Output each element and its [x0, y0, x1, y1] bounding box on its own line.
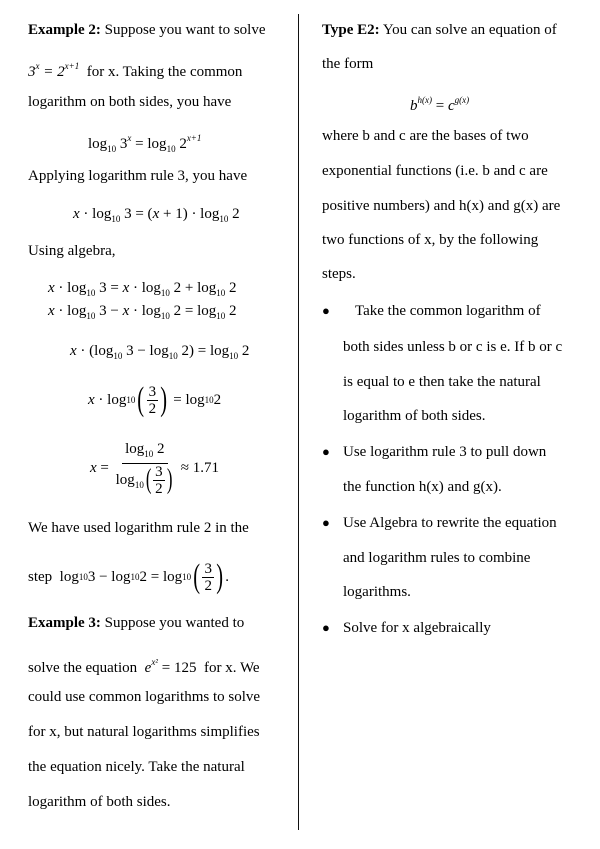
bullet-2-line-2: the function h(x) and g(x). — [343, 479, 502, 495]
bullet-icon: ● — [322, 303, 330, 318]
bullet-2-line-1: Use logarithm rule 3 to pull down — [343, 444, 547, 460]
example-3-line-5: the equation nicely. Take the natural — [28, 759, 245, 775]
equation-general-form: $b^{h(x)} = c^{g(x)}$ — [410, 95, 470, 114]
bullet-1-line-4: logarithm of both sides. — [343, 408, 486, 424]
equation-log-both-sides: $\log_{10} 3^x = \log_{10} 2^{x+1}$ — [88, 133, 202, 154]
equation-algebra-2: $x \cdot \log_{10} 3 - x \cdot \log_{10} 2 = \log_{10} 2$ — [48, 303, 237, 321]
bullet-icon: ● — [322, 444, 330, 459]
example-3-line-6: logarithm of both sides. — [28, 794, 171, 810]
example-3-line-2: solve the equation $e^{x^2} = 125$ for x. We — [28, 657, 260, 676]
equation-log-three-halves: x · log 10 ( $\frac{3}{2}$ ) = log 10 2 — [88, 381, 222, 418]
equation-x-solution: x = $\log_{10} 2$ $\log_{10}$ ( $\frac{3}{2}$ ) ≈ 1.71 — [90, 440, 219, 497]
example-2-line-1: Example 2: Suppose you want to solve — [28, 22, 266, 38]
using-algebra-text: Using algebra, — [28, 243, 116, 259]
equation-algebra-1: $x \cdot \log_{10} 3 = x \cdot \log_{10} 2 + \log_{10} 2$ — [48, 280, 237, 298]
type-e2-line-1: Type E2: You can solve an equation of — [322, 22, 557, 38]
bullet-1-line-1: Take the common logarithm of — [355, 303, 541, 319]
bullet-1-line-2: both sides unless b or c is e. If b or c — [343, 339, 563, 355]
example-3-line-1: Example 3: Suppose you wanted to — [28, 615, 245, 631]
column-divider — [298, 14, 299, 830]
bullet-4-line-1: Solve for x algebraically — [343, 620, 491, 636]
rule-2-text-line-1: We have used logarithm rule 2 in the — [28, 520, 249, 536]
bullet-3-line-1: Use Algebra to rewrite the equation — [343, 515, 557, 531]
rule-2-step-line: step log 10 3 − log 10 2 = log 10 ( $\frac{3}{2}$ ) . — [28, 558, 230, 595]
example-2-line-3: logarithm on both sides, you have — [28, 94, 232, 110]
type-e2-line-6: two functions of x, by the following — [322, 232, 539, 248]
type-e2-line-3: where b and c are the bases of two — [322, 128, 529, 144]
bullet-3-line-3: logarithms. — [343, 584, 411, 600]
bullet-3-line-2: and logarithm rules to combine — [343, 550, 531, 566]
example-2-line-2: $3^x = 2^{x+1}$ for x. Taking the common — [28, 61, 243, 80]
type-e2-line-7: steps. — [322, 266, 356, 282]
bullet-icon: ● — [322, 515, 330, 530]
type-e2-line-4: exponential functions (i.e. b and c are — [322, 163, 548, 179]
equation-3x-2x1: $3^x = 2^{x+1}$ — [28, 61, 80, 80]
equation-factor-x: $x \cdot (\log_{10}$ $3 - \log_{10} 2) = \log_{10} 2$ — [70, 343, 250, 361]
bullet-1-line-3: is equal to e then take the natural — [343, 374, 541, 390]
type-e2-line-5: positive numbers) and h(x) and g(x) are — [322, 198, 561, 214]
example-3-line-3: could use common logarithms to solve — [28, 689, 261, 705]
apply-rule-3-text: Applying logarithm rule 3, you have — [28, 168, 248, 184]
type-e2-line-2: the form — [322, 56, 374, 72]
equation-rule3: $x \cdot \log_{10} 3 = (x + 1) \cdot \log_{10} 2$ — [73, 206, 240, 224]
bullet-icon: ● — [322, 620, 330, 635]
example-3-line-4: for x, but natural logarithms simplifies — [28, 724, 260, 740]
